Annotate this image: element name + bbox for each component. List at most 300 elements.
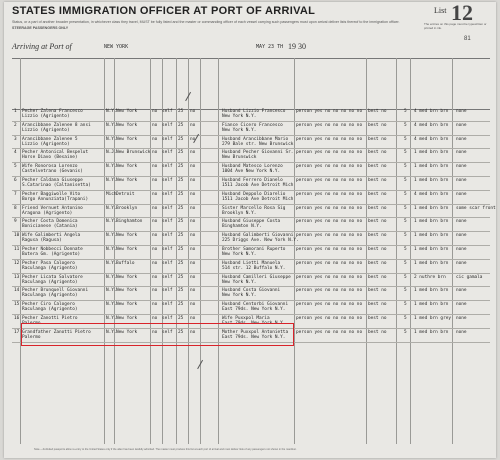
cell-name2: Lizzio (Agrigento) xyxy=(22,141,70,147)
cell-city: Brooklyn xyxy=(116,205,138,211)
cell-g: none xyxy=(456,288,467,294)
cell-no: 17 xyxy=(14,329,20,335)
cell-no: 12 xyxy=(14,260,20,266)
cell-g: none xyxy=(456,302,467,308)
cell-d: best no xyxy=(368,329,387,335)
cell-d: best no xyxy=(368,315,387,321)
cell-d: best no xyxy=(368,233,387,239)
cell-name: Wife Galimberti Angela xyxy=(22,233,81,239)
cell-g: none xyxy=(456,177,467,183)
cell-age: 25 xyxy=(178,164,184,170)
cell-no: 2 xyxy=(14,122,17,128)
cell-a: no xyxy=(152,302,158,308)
cell-g: none xyxy=(456,136,467,142)
status-line: Status, or a part of another broader presentation, in whichever class they travel, MUST be fully listed and the master or commanding officer of each vessel carrying such passengers must upon arrival deliver lists thereof to the immigration officer. xyxy=(12,20,400,24)
table-row xyxy=(12,177,490,191)
cell-ret: no xyxy=(190,136,196,142)
cell-a: no xyxy=(152,136,158,142)
cell-ret: no xyxy=(190,122,196,128)
cell-who2: 1511 Jacob Ave Detroit Mich xyxy=(222,196,294,202)
cell-f: 1 med brn brn xyxy=(414,177,449,183)
cell-who2: New York N.Y. xyxy=(222,114,257,119)
cell-b: self xyxy=(162,219,173,225)
cell-no: 8 xyxy=(14,205,17,211)
cell-who: Husband Galimberti Giovanni xyxy=(222,233,294,239)
cell-no: 9 xyxy=(14,219,17,225)
cell-f: 1 med brn brn xyxy=(414,233,449,239)
cell-age: 25 xyxy=(178,177,184,183)
cell-city: New York xyxy=(116,288,138,294)
cell-age: 25 xyxy=(178,205,184,211)
cell-f: 1 med brn brn xyxy=(414,219,449,225)
table-row xyxy=(12,149,490,163)
cell-c: person yes no no no no no xyxy=(296,260,363,266)
cell-name: Pecher Nobbecci Donnate xyxy=(22,246,83,252)
cell-state: N.Y. xyxy=(106,219,117,225)
cell-state: N.Y. xyxy=(106,164,117,170)
cell-no: 7 xyxy=(14,191,17,197)
cell-age: 25 xyxy=(178,150,184,156)
cell-a: no xyxy=(152,150,158,156)
table-row xyxy=(12,246,490,260)
manifest-sheet xyxy=(4,2,496,458)
cell-b: self xyxy=(162,205,173,211)
cell-b: self xyxy=(162,109,173,114)
cell-e: 5 xyxy=(404,205,407,211)
cell-c: person yes no no no no no xyxy=(296,233,363,239)
cell-who2: 514 str. 12 Buffalo N.Y. xyxy=(222,265,286,271)
cell-e: 5 xyxy=(404,191,407,197)
cell-a: no xyxy=(152,122,158,128)
cell-who2: New Brunswick xyxy=(222,155,257,161)
cell-c: person yes no no no no no xyxy=(296,109,363,114)
cell-age: 25 xyxy=(178,122,184,128)
cell-who2: New York N.Y. xyxy=(222,293,257,299)
cell-b: self xyxy=(162,233,173,239)
cell-g: none xyxy=(456,164,467,170)
cell-who: Fiance Cicero Francesco xyxy=(222,122,283,128)
cell-ret: no xyxy=(190,191,196,197)
cell-name2: Borgo Annunziata(Trapani) xyxy=(22,196,89,202)
cell-state: N.Y. xyxy=(106,177,117,183)
cell-age: 25 xyxy=(178,219,184,225)
cell-who: Mother Puxxpol Antonietta xyxy=(222,329,289,335)
cell-a: no xyxy=(152,233,158,239)
table-row xyxy=(12,218,490,232)
sheet-code: 81 xyxy=(464,36,471,42)
cell-age: 25 xyxy=(178,260,184,266)
cell-g: none xyxy=(456,219,467,225)
cell-ret: no xyxy=(190,329,196,335)
cell-city: New York xyxy=(116,136,138,142)
cell-b: self xyxy=(162,302,173,308)
cell-who2: 1511 Jacob Ave Detroit Mich xyxy=(222,182,294,188)
cell-ret: no xyxy=(190,109,196,114)
cell-name2: S.Catarinao (Caltanisetta) xyxy=(22,182,91,188)
cell-name: Pecher Zanotti Pietro xyxy=(22,315,78,321)
cell-no: 14 xyxy=(14,288,20,294)
cell-city: New York xyxy=(116,302,138,308)
cell-city: New Brunswick xyxy=(116,150,151,156)
cell-city: New York xyxy=(116,177,138,183)
cell-a: no xyxy=(152,164,158,170)
cell-who2: New York N.Y. xyxy=(222,251,257,257)
cell-name2: Ragusa (Ragusa) xyxy=(22,238,62,244)
cell-b: self xyxy=(162,288,173,294)
cell-who: Husband Giuseppe Costa xyxy=(222,219,281,225)
cell-name: Pecher Licata Salvatore xyxy=(22,274,83,280)
cell-city: New York xyxy=(116,329,138,335)
cell-name: Grandfather Zanotti Pietro xyxy=(22,329,91,335)
cell-b: self xyxy=(162,329,173,335)
cell-city: Buffalo xyxy=(116,260,135,266)
cell-a: no xyxy=(152,329,158,335)
cell-state: N.Y. xyxy=(106,246,117,252)
cell-who: Husband Lizzio Francesco xyxy=(222,109,286,114)
table-row xyxy=(12,108,490,122)
cell-who: Husband Camilleri Giuseppe xyxy=(222,274,291,280)
page-number: 12 xyxy=(451,2,473,25)
cell-b: self xyxy=(162,274,173,280)
cell-c: person yes no no no no no xyxy=(296,315,363,321)
cell-d: best no xyxy=(368,219,387,225)
cell-name: Friend Vernuet Antonino xyxy=(22,205,83,211)
cell-f: 4 med brn brn xyxy=(414,122,449,128)
cell-ret: no xyxy=(190,177,196,183)
cell-who2: East 79ds. New York N.Y. xyxy=(222,307,286,313)
cell-d: best no xyxy=(368,246,387,252)
cell-b: self xyxy=(162,150,173,156)
cell-state: N.Y. xyxy=(106,329,117,335)
cell-e: 5 xyxy=(404,315,407,321)
cell-name2: Castelvetrano (Gevanis) xyxy=(22,169,83,175)
cell-a: no xyxy=(152,219,158,225)
cell-g: none xyxy=(456,150,467,156)
cell-city: New York xyxy=(116,109,138,114)
cell-b: self xyxy=(162,315,173,321)
cell-g: none xyxy=(456,109,467,114)
cell-name2: Raculanga (Agrigento) xyxy=(22,307,78,313)
cell-who: Husband Ferrero Dianelo xyxy=(222,177,283,183)
list-label: List xyxy=(434,6,447,15)
cell-c: person yes no no no no no xyxy=(296,246,363,252)
status-line: STEERAGE PASSENGERS ONLY xyxy=(12,26,69,30)
table-row xyxy=(12,205,496,219)
cell-who: Wife Puxxpol Maria xyxy=(222,315,270,321)
footnote: Note.—Forfeited passports allow re-entry to the United States only if the alien has been lawfully admitted. The master must produce this list at each port of arrival and must deliver lists of any passengers not shown in the manifest. xyxy=(34,448,297,451)
cell-b: self xyxy=(162,136,173,142)
cell-g: none xyxy=(456,315,467,321)
cell-name2: Raculanga (Agrigento) xyxy=(22,279,78,285)
cell-a: no xyxy=(152,288,158,294)
cell-ret: no xyxy=(190,315,196,321)
cell-who2: 225 Driggs Ave. New York N.Y. xyxy=(222,238,299,244)
cell-no: 5 xyxy=(14,164,17,170)
cell-d: best no xyxy=(368,191,387,197)
cell-age: 25 xyxy=(178,288,184,294)
cell-d: best no xyxy=(368,150,387,156)
cell-who: Husband Deppolo Diarelio xyxy=(222,191,286,197)
cell-f: 1 med brn grey xyxy=(414,315,452,321)
cell-city: New York xyxy=(116,233,138,239)
cell-who2: East 79ds. New York N.Y. xyxy=(222,334,286,340)
cell-a: no xyxy=(152,205,158,211)
cell-state: N.J. xyxy=(106,150,117,156)
cell-e: 5 xyxy=(404,136,407,142)
cell-g: none xyxy=(456,260,467,266)
cell-g: some scar front xyxy=(456,205,496,211)
cell-age: 25 xyxy=(178,109,184,114)
cell-age: 25 xyxy=(178,246,184,252)
cell-state: N.Y. xyxy=(106,233,117,239)
arrival-date: MAY 23 TH xyxy=(256,44,284,50)
cell-e: 5 xyxy=(404,150,407,156)
cell-f: 1 med brn brn xyxy=(414,164,449,170)
cell-a: no xyxy=(152,109,158,114)
cell-g: none xyxy=(456,329,467,335)
cell-c: person yes no no no no no xyxy=(296,122,363,128)
cell-name2: Palermo xyxy=(22,334,41,340)
cell-c: person yes no no no no no xyxy=(296,329,363,335)
cell-who: Husband Pecher Giovanni Sr. xyxy=(222,150,294,156)
cell-d: best no xyxy=(368,109,387,114)
cell-d: best no xyxy=(368,205,387,211)
cell-name: Pecher Zalena Francesco xyxy=(22,109,83,114)
cell-no: 6 xyxy=(14,177,17,183)
cell-e: 5 xyxy=(404,177,407,183)
cell-city: New York xyxy=(116,274,138,280)
cell-ret: no xyxy=(190,233,196,239)
cell-who: Husband Costa Giovanni xyxy=(222,288,281,294)
cell-no: 3 xyxy=(14,136,17,142)
table-row xyxy=(12,287,490,301)
cell-name2: Butera Gm. (Agrigento) xyxy=(22,251,81,257)
cell-e: 5 xyxy=(404,274,407,280)
cell-e: 5 xyxy=(404,109,407,114)
cell-e: 5 xyxy=(404,246,407,252)
cell-no: 16 xyxy=(14,315,20,321)
cell-name2: Aragona (Agrigento) xyxy=(22,210,73,216)
cell-e: 5 xyxy=(404,164,407,170)
cell-no: 15 xyxy=(14,302,20,308)
cell-name: Arancibbane Zalenee 8 ansi xyxy=(22,122,91,128)
cell-who: Husband Lietti Manuela xyxy=(222,260,281,266)
cell-b: self xyxy=(162,122,173,128)
cell-state: Mich xyxy=(106,191,117,197)
cell-city: New York xyxy=(116,315,138,321)
cell-name: Pecher Brunquell Giovanni xyxy=(22,288,89,294)
cell-who: Brother Samorani Ruperto xyxy=(222,246,286,252)
cell-who2: New York N.Y. xyxy=(222,127,257,133)
cell-b: self xyxy=(162,164,173,170)
cell-who: Husband Matesco Lorenzo xyxy=(222,164,283,170)
cell-a: no xyxy=(152,315,158,321)
cell-e: 5 xyxy=(404,122,407,128)
cell-name: Wife Ronorosa Lorenzo xyxy=(22,164,78,170)
cell-who2: 279 Bale str. New Brunswick xyxy=(222,141,294,147)
cell-who2: Brooklyn N.Y. xyxy=(222,210,257,216)
table-row xyxy=(12,191,490,205)
cell-f: 1 med brn brn xyxy=(414,150,449,156)
cell-g: cic gamala xyxy=(456,274,483,280)
cell-who2: Binghamton N.Y. xyxy=(222,224,262,230)
cell-c: person yes no no no no no xyxy=(296,205,363,211)
cell-name: Pecher Baggiwolle Vito xyxy=(22,191,81,197)
check-mark xyxy=(192,357,203,369)
cell-who2: East 79ds. New York N.Y. xyxy=(222,320,286,326)
cell-b: self xyxy=(162,260,173,266)
cell-a: no xyxy=(152,246,158,252)
cell-a: no xyxy=(152,274,158,280)
cell-name2: Lizzio (Agrigento) xyxy=(22,114,70,119)
cell-f: 2 nuthre brn xyxy=(414,274,446,280)
cell-e: 5 xyxy=(404,288,407,294)
cell-a: no xyxy=(152,191,158,197)
cell-ret: no xyxy=(190,302,196,308)
cell-who: Husband Centorbi Giovanni xyxy=(222,302,289,308)
cell-ret: no xyxy=(190,205,196,211)
cell-c: person yes no no no no no xyxy=(296,302,363,308)
cell-state: N.Y. xyxy=(106,122,117,128)
cell-name2: Bonicianese (Catania) xyxy=(22,224,78,230)
cell-name2: Horse Diavo (Besaine) xyxy=(22,155,78,161)
cell-ret: no xyxy=(190,246,196,252)
cell-state: N.Y. xyxy=(106,260,117,266)
table-row xyxy=(12,163,490,177)
cell-name2: Raculanga (Agrigento) xyxy=(22,293,78,299)
cell-f: 4 med brn brn xyxy=(414,191,449,197)
cell-d: best no xyxy=(368,177,387,183)
cell-name: Pecher Ciro Calogero xyxy=(22,302,75,308)
cell-c: person yes no no no no no xyxy=(296,177,363,183)
cell-ret: no xyxy=(190,164,196,170)
cell-state: N.Y. xyxy=(106,315,117,321)
table-row xyxy=(12,274,490,288)
cell-state: N.Y. xyxy=(106,205,117,211)
cell-age: 25 xyxy=(178,136,184,142)
cell-name2: Palermo xyxy=(22,320,41,326)
cell-e: 5 xyxy=(404,302,407,308)
cell-g: none xyxy=(456,122,467,128)
cell-f: 4 med brn brn xyxy=(414,109,449,114)
arriving-label: Arriving at Port of xyxy=(12,42,72,51)
cell-f: 1 med brn brn xyxy=(414,302,449,308)
cell-who2: New York N.Y. xyxy=(222,279,257,285)
cell-b: self xyxy=(162,191,173,197)
table-row xyxy=(12,260,490,274)
cell-f: 1 med brn brn xyxy=(414,288,449,294)
cell-e: 5 xyxy=(404,260,407,266)
cell-city: New York xyxy=(116,164,138,170)
cell-name: Pecher Costa Domenica xyxy=(22,219,78,225)
cell-age: 25 xyxy=(178,315,184,321)
cell-g: none xyxy=(456,246,467,252)
cell-age: 25 xyxy=(178,233,184,239)
cell-ret: no xyxy=(190,288,196,294)
cell-who: Sister Marcello Rosa Sig xyxy=(222,205,286,211)
cell-age: 25 xyxy=(178,302,184,308)
cell-c: person yes no no no no no xyxy=(296,274,363,280)
cell-g: none xyxy=(456,233,467,239)
cell-state: N.Y. xyxy=(106,136,117,142)
cell-b: self xyxy=(162,177,173,183)
cell-d: best no xyxy=(368,274,387,280)
cell-c: person yes no no no no no xyxy=(296,150,363,156)
cell-who2: 1004 Ave New York N.Y. xyxy=(222,169,281,175)
passenger-table xyxy=(12,108,496,343)
cell-f: 1 med brn brn xyxy=(414,205,449,211)
cell-state: N.Y. xyxy=(106,274,117,280)
cell-d: best no xyxy=(368,164,387,170)
cell-a: no xyxy=(152,177,158,183)
cell-no: 10 xyxy=(14,233,20,239)
cell-d: best no xyxy=(368,260,387,266)
table-row xyxy=(12,122,490,136)
cell-name2: Raculanga (Agrigento) xyxy=(22,265,78,271)
cell-name: Pecher Pasa Calogero xyxy=(22,260,75,266)
cell-city: Binghamton xyxy=(116,219,143,225)
cell-ret: no xyxy=(190,219,196,225)
cell-state: N.Y. xyxy=(106,109,117,114)
table-row xyxy=(12,136,490,150)
cell-city: Detroit xyxy=(116,191,135,197)
cell-d: best no xyxy=(368,302,387,308)
cell-who: Husband Arancibbane Mario xyxy=(222,136,289,142)
table-row xyxy=(12,232,490,246)
corner-note: The entries on this page must be typewritten or printed in ink. xyxy=(424,22,487,30)
cell-c: person yes no no no no no xyxy=(296,288,363,294)
arrival-port: NEW YORK xyxy=(104,44,129,50)
column-header-band xyxy=(12,58,490,110)
cell-c: person yes no no no no no xyxy=(296,219,363,225)
highlight-box xyxy=(21,320,294,346)
cell-age: 25 xyxy=(178,329,184,335)
cell-g: none xyxy=(456,191,467,197)
cell-c: person yes no no no no no xyxy=(296,191,363,197)
cell-a: no xyxy=(152,260,158,266)
cell-no: 11 xyxy=(14,246,20,252)
cell-c: person yes no no no no no xyxy=(296,164,363,170)
cell-e: 5 xyxy=(404,219,407,225)
page-title: STATES IMMIGRATION OFFICER AT PORT OF ARRIVAL xyxy=(12,5,316,17)
cell-age: 25 xyxy=(178,191,184,197)
cell-city: New York xyxy=(116,122,138,128)
cell-d: best no xyxy=(368,136,387,142)
cell-ret: no xyxy=(190,150,196,156)
cell-age: 25 xyxy=(178,274,184,280)
cell-e: 5 xyxy=(404,329,407,335)
cell-b: self xyxy=(162,246,173,252)
arrival-year: 19 30 xyxy=(288,42,306,51)
cell-e: 5 xyxy=(404,233,407,239)
cell-name: Arancibbane Zalenee 5 xyxy=(22,136,78,142)
cell-state: N.Y. xyxy=(106,288,117,294)
cell-state: N.Y. xyxy=(106,302,117,308)
cell-f: 4 med brn brn xyxy=(414,136,449,142)
cell-name: Pecher Antonical Bespelut xyxy=(22,150,89,156)
table-row xyxy=(12,301,490,315)
cell-no: 1 xyxy=(14,109,17,114)
cell-city: New York xyxy=(116,246,138,252)
cell-name2: Lizzio (Agrigento) xyxy=(22,127,70,133)
cell-ret: no xyxy=(190,260,196,266)
cell-f: 1 med brn brn xyxy=(414,329,449,335)
cell-name: Pecher Caldana Giuseppe xyxy=(22,177,83,183)
cell-d: best no xyxy=(368,288,387,294)
cell-f: 1 med brn brn xyxy=(414,260,449,266)
cell-no: 4 xyxy=(14,150,17,156)
cell-c: person yes no no no no no xyxy=(296,136,363,142)
